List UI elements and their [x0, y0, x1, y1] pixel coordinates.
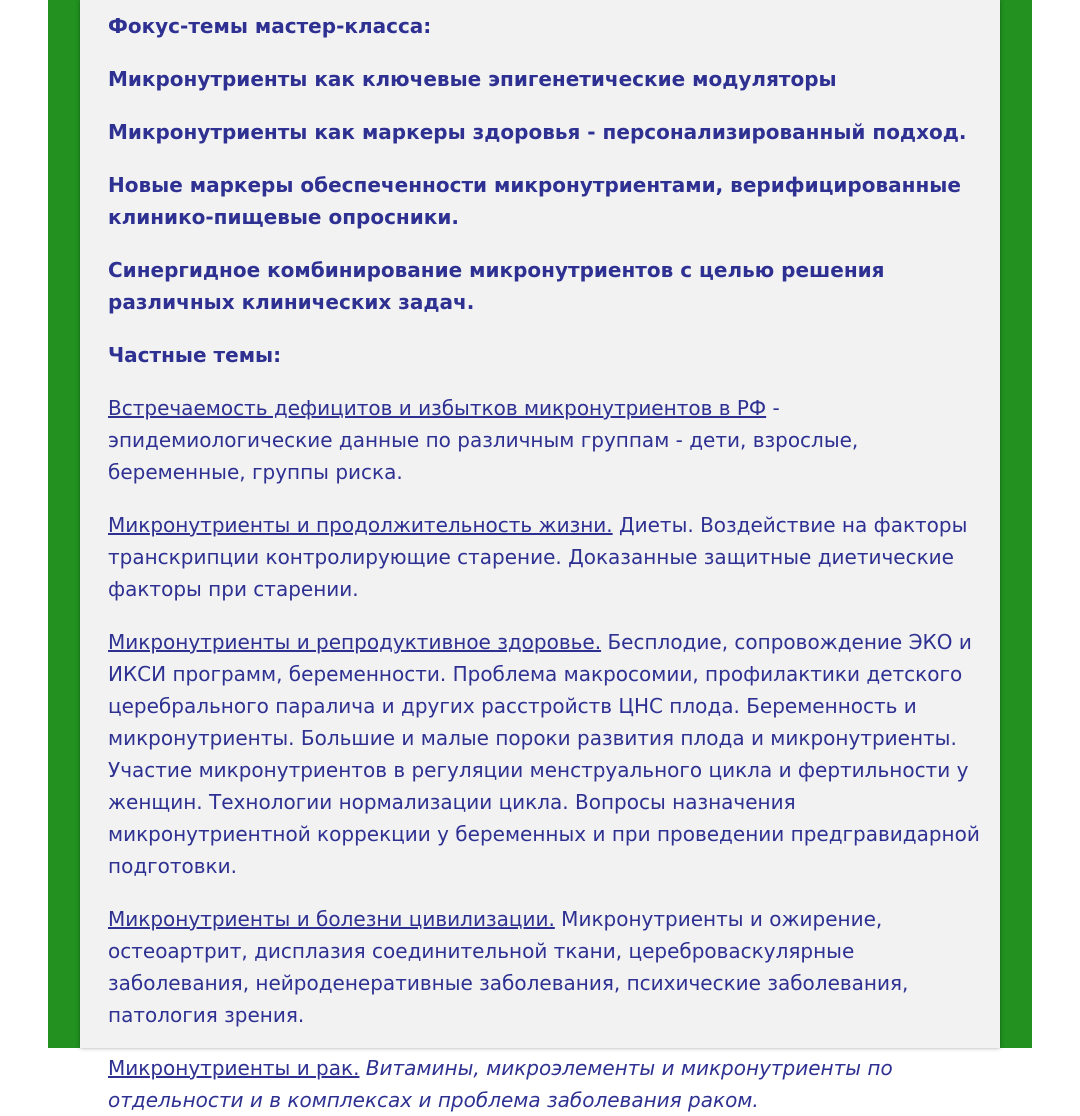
topic-link-civilization-diseases[interactable]: Микронутриенты и болезни цивилизации.: [108, 907, 555, 931]
topic-link-reproductive[interactable]: Микронутриенты и репродуктивное здоровье.: [108, 630, 602, 654]
topic-text: Витамины, микроэлементы и микронутриенты по отдельности и в комплексах и проблема заболевания раком.: [108, 1056, 893, 1112]
focus-heading: Фокус-темы мастер-класса:: [108, 14, 432, 38]
content-panel: [80, 0, 1000, 1112]
topic-paragraph: [108, 1052, 980, 1116]
topic-paragraph: [108, 626, 980, 882]
topic-paragraph: [108, 509, 980, 605]
topic-link-longevity[interactable]: Микронутриенты и продолжительность жизни.: [108, 513, 613, 537]
topic-text: - эпидемиологические данные по различным группам - дети, взрослые, беременные, группы риска.: [108, 396, 859, 484]
focus-item: Синергидное комбинирование микронутриентов с целью решения различных клинических задач.: [108, 258, 885, 314]
topic-text: Бесплодие, сопровождение ЭКО и ИКСИ программ, беременности. Проблема макросомии, профилактики детского церебрального паралича и других расстройств ЦНС плода. Беременность и микронутриенты. Большие и малые пороки развития плода и микронутриенты. Участие микронутриентов в регуляции менструального цикла и фертильности у женщин. Технологии нормализации цикла. Вопросы назначения микронутриентной коррекции у беременных и при проведении предгравидарной подготовки.: [108, 630, 980, 878]
topic-text: Микронутриенты и ожирение, остеоартрит, дисплазия соединительной ткани, цереброваскулярные заболевания, нейроденеративные заболевания, психические заболевания, патология зрения.: [108, 907, 909, 1027]
private-heading: Частные темы:: [108, 343, 282, 367]
focus-item: Микронутриенты как ключевые эпигенетические модуляторы: [108, 67, 837, 91]
focus-item: Новые маркеры обеспеченности микронутриентами, верифицированные клинико-пищевые опросники.: [108, 173, 961, 229]
topic-paragraph: [108, 903, 980, 1031]
topic-text: Диеты. Воздействие на факторы транскрипции контролирующие старение. Доказанные защитные диетические факторы при старении.: [108, 513, 968, 601]
focus-item: Микронутриенты как маркеры здоровья - персонализированный подход.: [108, 120, 967, 144]
topic-link-cancer[interactable]: Микронутриенты и рак.: [108, 1056, 360, 1080]
topic-link-epidemiology[interactable]: Встречаемость дефицитов и избытков микронутриентов в РФ: [108, 396, 767, 420]
topic-paragraph: [108, 392, 980, 488]
